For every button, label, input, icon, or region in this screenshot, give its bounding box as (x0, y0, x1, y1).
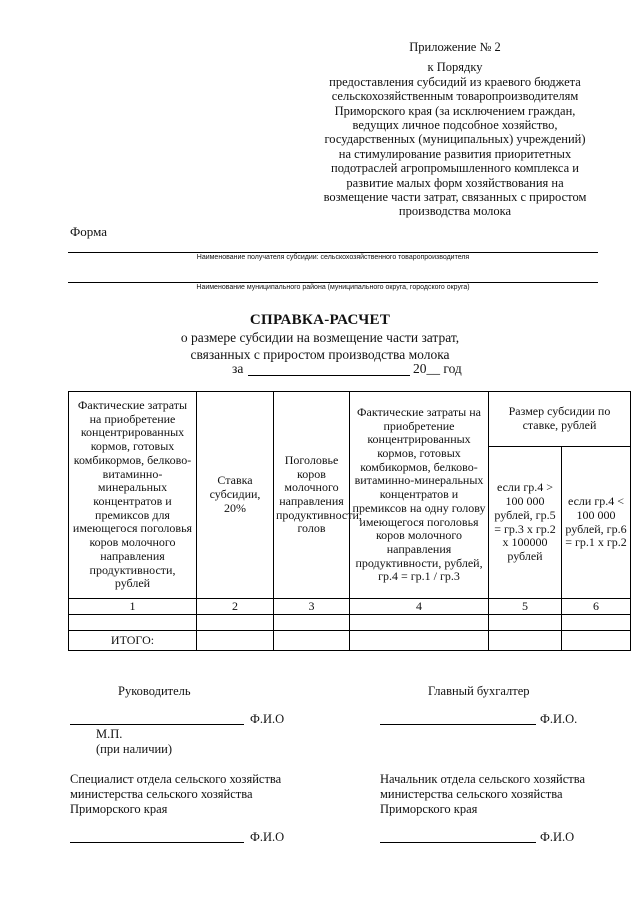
document-subtitle-line2: связанных с приростом производства молока (190, 347, 450, 362)
appendix-line: Приложение № 2 (409, 40, 501, 54)
specialist-fio: Ф.И.О (250, 830, 285, 844)
header-col56: Размер субсидии по ставке, рублей (489, 392, 631, 447)
appendix-line: производства молока (398, 204, 512, 219)
stamp-note: (при наличии) (96, 742, 173, 756)
document-title: СПРАВКА-РАСЧЕТ (249, 312, 391, 328)
col-number: 5 (489, 599, 562, 615)
appendix-line: Приморского края (за исключением граждан, (334, 103, 576, 118)
specialist-title-line3: Приморского края (70, 802, 168, 816)
head-signature-field[interactable] (70, 724, 244, 725)
data-cell[interactable] (197, 615, 274, 631)
data-row (69, 615, 631, 631)
col-number: 1 (69, 599, 197, 615)
total-cell[interactable] (274, 631, 350, 651)
col-number: 6 (562, 599, 631, 615)
form-label: Форма (70, 224, 107, 239)
appendix-header (300, 40, 610, 219)
accountant-fio: Ф.И.О. (540, 712, 578, 726)
specialist-signature-field[interactable] (70, 842, 244, 843)
col-number: 4 (350, 599, 489, 615)
appendix-line: государственных (муниципальных) учреждений) (324, 132, 586, 147)
chief-fio: Ф.И.О (540, 830, 575, 844)
period-field[interactable] (248, 375, 410, 376)
appendix-line: ведущих личное подсобное хозяйство, (352, 118, 558, 133)
document-subtitle-line1: о размере субсидии на возмещение части затрат, (180, 330, 460, 345)
chief-title-line3: Приморского края (380, 802, 478, 816)
period-prefix: за (232, 361, 244, 376)
appendix-line: предоставления субсидий из краевого бюджета (329, 74, 581, 89)
appendix-line: сельскохозяйственным товаропроизводителям (331, 89, 579, 104)
appendix-line: возмещение части затрат, связанных с приростом (323, 190, 587, 205)
chief-accountant-label: Главный бухгалтер (428, 684, 530, 698)
stamp-label: М.П. (96, 727, 123, 741)
column-numbers-row (69, 599, 631, 615)
header-col1: Фактические затраты на приобретение концентрированных кормов, готовых комбикормов, белково-витаминно-минеральных концентратов и премиксов для имеющегося поголовья коров молочного направления продуктивности, рублей (69, 392, 197, 599)
data-cell[interactable] (562, 615, 631, 631)
district-caption: Наименование муниципального района (муниципального округа, городского округа) (196, 284, 470, 291)
head-label: Руководитель (118, 684, 191, 698)
head-fio: Ф.И.О (250, 712, 285, 726)
accountant-signature-field[interactable] (380, 724, 536, 725)
header-col6: если гр.4 < 100 000 рублей, гр.6 = гр.1 х гр.2 (562, 447, 631, 599)
district-name-field[interactable] (68, 282, 598, 283)
total-row (69, 631, 631, 651)
appendix-line: развитие малых форм хозяйствования на (346, 175, 564, 190)
total-cell[interactable] (562, 631, 631, 651)
specialist-title-line1: Специалист отдела сельского хозяйства (70, 772, 282, 786)
data-cell[interactable] (274, 615, 350, 631)
data-cell[interactable] (350, 615, 489, 631)
appendix-line: к Порядку (427, 60, 483, 75)
col-number: 3 (274, 599, 350, 615)
data-cell[interactable] (489, 615, 562, 631)
appendix-line: подотраслей агропромышленного комплекса и (331, 161, 579, 176)
calculation-table (68, 391, 631, 651)
total-cell[interactable] (197, 631, 274, 651)
period-year: 20__ год (413, 361, 462, 376)
appendix-line: на стимулирование развития приоритетных (338, 146, 572, 161)
total-label: ИТОГО: (69, 631, 197, 651)
total-cell[interactable] (489, 631, 562, 651)
header-col3: Поголовье коров молочного направления продуктивности, голов (274, 392, 350, 599)
chief-title-line1: Начальник отдела сельского хозяйства (380, 772, 586, 786)
recipient-name-field[interactable] (68, 252, 598, 253)
header-col5: если гр.4 > 100 000 рублей, гр.5 = гр.3 х гр.2 х 100000 рублей (489, 447, 562, 599)
total-cell[interactable] (350, 631, 489, 651)
recipient-caption: Наименование получателя субсидии: сельскохозяйственного товаропроизводителя (196, 254, 470, 261)
chief-signature-field[interactable] (380, 842, 536, 843)
header-col4: Фактические затраты на приобретение концентрированных кормов, готовых комбикормов, белково-витаминно-минеральных концентратов и премиксов на одну голову имеющегося поголовья коров молочного направления продуктивности, рублей, гр.4 = гр.1 / гр.3 (350, 392, 489, 599)
data-cell[interactable] (69, 615, 197, 631)
chief-title-line2: министерства сельского хозяйства (380, 787, 563, 801)
header-col2: Ставка субсидии, 20% (197, 392, 274, 599)
specialist-title-line2: министерства сельского хозяйства (70, 787, 253, 801)
col-number: 2 (197, 599, 274, 615)
